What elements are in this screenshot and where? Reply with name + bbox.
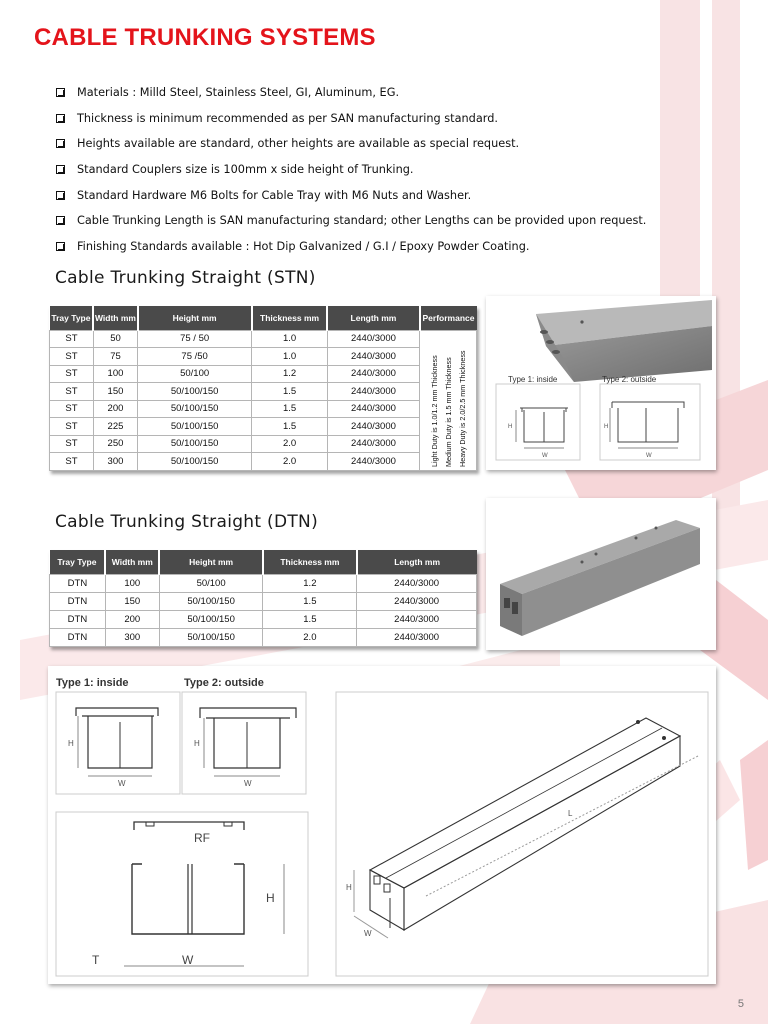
stn-spec-table <box>49 306 477 471</box>
table-cell: 2440/3000 <box>327 435 419 453</box>
table-cell: 1.5 <box>263 610 357 628</box>
table-cell: 50 <box>93 330 137 348</box>
table-cell: ST <box>50 383 94 401</box>
performance-medium: Medium Duty is 1.5 mm Thickness <box>444 356 453 467</box>
table-cell: 75 <box>93 348 137 366</box>
table-cell: 50/100 <box>138 365 252 383</box>
height-label: H <box>194 739 200 748</box>
table-cell: 50/100/150 <box>159 610 263 628</box>
table-cell: 2.0 <box>252 453 328 471</box>
table-cell: 100 <box>93 365 137 383</box>
checkbox-icon <box>56 216 65 225</box>
table-cell: 50/100 <box>159 574 263 592</box>
table-cell: 50/100/150 <box>159 592 263 610</box>
performance-light: Light Duty is 1.0/1.2 mm Thickness <box>430 354 439 467</box>
thickness-label: T <box>92 953 100 967</box>
column-header: Length mm <box>357 550 477 574</box>
table-cell: DTN <box>50 574 106 592</box>
rf-label: RF <box>194 831 210 845</box>
performance-heavy: Heavy Duty is 2.0/2.5 mm Thickness <box>458 349 467 467</box>
table-cell: 2440/3000 <box>357 628 477 646</box>
table-cell: 1.0 <box>252 348 328 366</box>
checkbox-icon <box>56 88 65 97</box>
width-label: W <box>542 453 548 459</box>
table-cell: 2440/3000 <box>327 418 419 436</box>
table-cell: 50/100/150 <box>159 628 263 646</box>
table-row <box>50 383 477 401</box>
table-cell: DTN <box>50 610 106 628</box>
table-cell: 50/100/150 <box>138 400 252 418</box>
page-title: CABLE TRUNKING SYSTEMS <box>34 24 376 51</box>
feature-item: Standard Hardware M6 Bolts for Cable Tray with M6 Nuts and Washer. <box>56 182 716 208</box>
dtn-image-panel <box>486 498 716 650</box>
table-cell: DTN <box>50 628 106 646</box>
table-row <box>50 628 477 646</box>
table-cell: 100 <box>105 574 159 592</box>
table-cell: DTN <box>50 592 106 610</box>
table-cell: 50/100/150 <box>138 453 252 471</box>
column-header: Width mm <box>93 306 137 330</box>
table-cell: 2440/3000 <box>327 330 419 348</box>
table-cell: 50/100/150 <box>138 418 252 436</box>
table-cell: 2440/3000 <box>357 610 477 628</box>
performance-cell <box>420 330 477 470</box>
table-cell: 150 <box>105 592 159 610</box>
column-header: Length mm <box>327 306 419 330</box>
checkbox-icon <box>56 191 65 200</box>
table-cell: ST <box>50 348 94 366</box>
feature-item: Standard Couplers size is 100mm x side height of Trunking. <box>56 157 716 183</box>
table-cell: 2440/3000 <box>327 383 419 401</box>
table-cell: 2440/3000 <box>327 400 419 418</box>
feature-item: Finishing Standards available : Hot Dip Galvanized / G.I / Epoxy Powder Coating. <box>56 234 716 260</box>
table-cell: 1.5 <box>252 383 328 401</box>
drawing-panel <box>48 666 716 984</box>
stn-image-panel <box>486 296 716 470</box>
feature-item: Materials : Milld Steel, Stainless Steel, GI, Aluminum, EG. <box>56 80 716 106</box>
dtn-trunking-illustration <box>486 498 716 650</box>
table-cell: 2440/3000 <box>327 453 419 471</box>
table-cell: 75 / 50 <box>138 330 252 348</box>
height-label: H <box>346 883 352 892</box>
table-row <box>50 348 477 366</box>
type1-label: Type 1: inside <box>56 677 129 689</box>
height-label: H <box>604 424 609 430</box>
column-header: Height mm <box>138 306 252 330</box>
table-cell: 50/100/150 <box>138 383 252 401</box>
table-cell: 225 <box>93 418 137 436</box>
width-label: W <box>364 929 372 938</box>
table-cell: 1.5 <box>263 592 357 610</box>
table-row <box>50 592 477 610</box>
table-cell: 150 <box>93 383 137 401</box>
table-cell: 2440/3000 <box>327 365 419 383</box>
stn-section-heading: Cable Trunking Straight (STN) <box>55 268 316 288</box>
column-header: Thickness mm <box>263 550 357 574</box>
table-header-row <box>50 306 477 330</box>
page-number: 5 <box>737 998 744 1010</box>
table-cell: 1.2 <box>263 574 357 592</box>
column-header: Tray Type <box>50 550 106 574</box>
stn-trunking-illustration <box>486 296 716 470</box>
table-row <box>50 435 477 453</box>
table-cell: 200 <box>105 610 159 628</box>
checkbox-icon <box>56 139 65 148</box>
height-label: H <box>68 739 74 748</box>
type1-label: Type 1: inside <box>508 375 558 384</box>
table-cell: 2440/3000 <box>327 348 419 366</box>
width-label: W <box>182 953 194 967</box>
table-cell: ST <box>50 453 94 471</box>
feature-item: Heights available are standard, other heights are available as special request. <box>56 131 716 157</box>
table-cell: 1.5 <box>252 400 328 418</box>
checkbox-icon <box>56 242 65 251</box>
feature-item: Cable Trunking Length is SAN manufacturing standard; other Lengths can be provided upon request. <box>56 208 716 234</box>
table-row <box>50 418 477 436</box>
dtn-spec-table <box>49 550 477 647</box>
table-cell: 50/100/150 <box>138 435 252 453</box>
width-label: W <box>646 453 652 459</box>
table-cell: ST <box>50 330 94 348</box>
table-cell: ST <box>50 435 94 453</box>
checkbox-icon <box>56 114 65 123</box>
checkbox-icon <box>56 165 65 174</box>
type2-label: Type 2: outside <box>184 677 264 689</box>
width-label: W <box>118 779 126 788</box>
dtn-section-heading: Cable Trunking Straight (DTN) <box>55 512 319 532</box>
table-cell: 2440/3000 <box>357 574 477 592</box>
column-header: Thickness mm <box>252 306 328 330</box>
length-label: L <box>568 809 573 818</box>
table-row <box>50 574 477 592</box>
table-row <box>50 400 477 418</box>
table-row <box>50 365 477 383</box>
table-row <box>50 330 477 348</box>
column-header: Height mm <box>159 550 263 574</box>
feature-item: Thickness is minimum recommended as per SAN manufacturing standard. <box>56 106 716 132</box>
table-row <box>50 453 477 471</box>
table-cell: 1.0 <box>252 330 328 348</box>
width-label: W <box>244 779 252 788</box>
table-cell: 200 <box>93 400 137 418</box>
table-cell: 2.0 <box>263 628 357 646</box>
feature-list <box>56 80 716 259</box>
table-header-row <box>50 550 477 574</box>
table-cell: 75 /50 <box>138 348 252 366</box>
table-cell: 300 <box>93 453 137 471</box>
table-cell: 2.0 <box>252 435 328 453</box>
column-header: Tray Type <box>50 306 94 330</box>
table-row <box>50 610 477 628</box>
table-cell: ST <box>50 418 94 436</box>
table-cell: 250 <box>93 435 137 453</box>
table-cell: ST <box>50 365 94 383</box>
table-cell: 2440/3000 <box>357 592 477 610</box>
dimension-drawings <box>48 666 716 984</box>
height-label: H <box>266 891 275 905</box>
height-label: H <box>508 424 513 430</box>
table-cell: ST <box>50 400 94 418</box>
table-cell: 1.2 <box>252 365 328 383</box>
table-cell: 300 <box>105 628 159 646</box>
table-cell: 1.5 <box>252 418 328 436</box>
column-header: Width mm <box>105 550 159 574</box>
type2-label: Type 2: outside <box>602 375 657 384</box>
column-header: Performance <box>420 306 477 330</box>
